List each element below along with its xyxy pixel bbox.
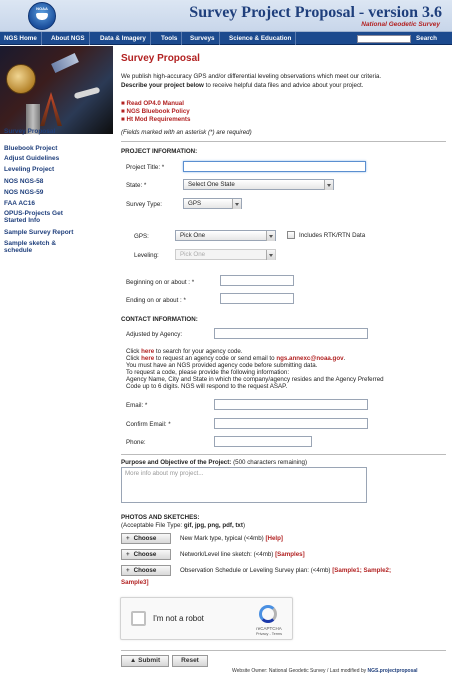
project-title-label: Project Title: * <box>126 164 165 171</box>
upload-3-text <box>180 567 391 574</box>
recaptcha-brand: reCAPTCHA <box>256 626 282 631</box>
link-bluebook-policy[interactable]: NGS Bluebook Policy <box>126 108 190 115</box>
rtk-rtn-checkbox[interactable] <box>287 231 295 239</box>
photos-section-heading: PHOTOS AND SKETCHES: <box>121 514 200 521</box>
divider <box>121 141 446 142</box>
agency-request-pre: Click <box>126 355 142 362</box>
sidebar-item-adjust-guidelines[interactable]: Adjust Guidelines <box>4 155 60 162</box>
agency-note: Agency Name, City and State in which the company/agency resides and the Agency Preferred <box>126 376 384 383</box>
recaptcha-widget <box>120 597 293 640</box>
sidebar-item-bluebook-project[interactable]: Bluebook Project <box>4 145 58 152</box>
sidebar-item-opus-projects-line2[interactable]: Started Info <box>4 217 41 224</box>
sidebar-item-sample-survey-report[interactable]: Sample Survey Report <box>4 229 74 236</box>
satellite-icon <box>51 53 79 73</box>
sidebar-item-survey-proposal[interactable]: Survey Proposal <box>4 128 56 135</box>
agency-search-post: to search for your agency code. <box>154 348 243 355</box>
sidebar-item-opus-projects[interactable]: OPUS-Projects Get <box>4 210 63 217</box>
upload-2-text <box>180 551 305 558</box>
submit-label: Submit <box>138 657 161 664</box>
plus-icon: + <box>126 567 130 574</box>
agency-request-end: . <box>343 355 346 362</box>
search-button[interactable]: Search <box>416 35 438 42</box>
end-date-input[interactable] <box>220 293 294 304</box>
agency-request-link[interactable]: here <box>141 355 155 362</box>
footer-owner: Website Owner: National Geodetic Survey <box>232 668 326 674</box>
footer-sep: / <box>325 668 330 674</box>
chevron-down-icon <box>232 199 241 209</box>
recaptcha-label: I'm not a robot <box>153 614 204 623</box>
logo-bird-icon <box>36 13 48 20</box>
resource-item <box>121 116 190 123</box>
noaa-logo[interactable] <box>28 2 56 30</box>
agency-note: Code up to 6 digits. NGS will respond to the request ASAP. <box>126 383 288 390</box>
survey-type-label: Survey Type: <box>126 201 162 208</box>
purpose-textarea[interactable]: More info about my project... <box>121 467 367 503</box>
agency-request-post: to request an agency code or send email to <box>154 355 277 362</box>
upload-sample2-link[interactable]: Sample2; <box>361 567 392 574</box>
upload-2-desc: Network/Level line sketch: (<4mb) <box>180 551 276 558</box>
agency-request-line <box>126 355 345 362</box>
sidebar-item-nos-ngs-59[interactable]: NOS NGS-59 <box>4 189 44 196</box>
choose-file-button-3[interactable] <box>121 565 171 576</box>
agency-search-line <box>126 348 243 355</box>
sidebar-item-sample-sketch[interactable]: Sample sketch & <box>4 240 57 247</box>
chevron-down-icon <box>324 180 333 190</box>
nav-surveys[interactable]: Surveys <box>186 32 220 45</box>
email-input[interactable] <box>214 399 368 410</box>
link-ht-mod-requirements[interactable]: Ht Mod Requirements <box>126 116 191 123</box>
site-subtitle: National Geodetic Survey <box>361 21 440 28</box>
intro-text-bold: Describe your project below <box>121 82 204 89</box>
tripod-icon <box>40 92 62 126</box>
recaptcha-links[interactable]: Privacy - Terms <box>255 632 283 636</box>
state-label: State: * <box>126 182 147 189</box>
file-types-note <box>121 522 245 529</box>
email-label: Email: * <box>126 402 148 409</box>
leveling-label: Leveling: <box>134 252 159 259</box>
sidebar-item-leveling-project[interactable]: Leveling Project <box>4 166 55 173</box>
intro-text: We publish high-accuracy GPS and/or differential leveling observations which meet our criteria. <box>121 73 382 80</box>
upload-sample1-link[interactable]: [Sample1; <box>332 567 362 574</box>
sidebar-item-sample-sketch-line2[interactable]: schedule <box>4 247 33 254</box>
agency-search-link[interactable]: here <box>141 348 155 355</box>
footer-modified-by[interactable]: NGS.projectproposal <box>367 668 418 674</box>
gps-select-value: Pick One <box>180 232 206 239</box>
project-section-heading: PROJECT INFORMATION: <box>121 148 198 155</box>
agency-note: You must have an NGS provided agency code before submitting data. <box>126 362 318 369</box>
footer <box>232 668 418 674</box>
plus-icon: + <box>126 535 130 542</box>
phone-input[interactable] <box>214 436 312 447</box>
survey-type-select[interactable] <box>183 198 242 209</box>
file-types-pre: (Acceptable File Type: <box>121 522 184 529</box>
chevron-down-icon <box>266 250 275 260</box>
nav-ngs-home[interactable]: NGS Home <box>0 32 42 45</box>
divider <box>121 650 446 651</box>
airplane-icon <box>74 87 101 100</box>
submit-button[interactable] <box>121 655 169 667</box>
recaptcha-checkbox[interactable] <box>131 611 146 626</box>
phone-label: Phone: <box>126 439 146 446</box>
purpose-label-bold: Purpose and Objective of the Project: <box>121 459 232 466</box>
intro-text-2 <box>121 82 363 89</box>
choose-file-button-1[interactable] <box>121 533 171 544</box>
agency-email-link[interactable]: ngs.annexc@noaa.gov <box>276 355 344 362</box>
upload-1-text <box>180 535 283 542</box>
upload-1-desc: New Mark type, typical (<4mb) <box>180 535 266 542</box>
upload-samples-link[interactable]: [Samples] <box>275 551 305 558</box>
reset-button[interactable]: Reset <box>172 655 208 667</box>
gps-label: GPS: <box>134 233 149 240</box>
nav-data-imagery[interactable]: Data & Imagery <box>96 32 151 45</box>
nav-about-ngs[interactable]: About NGS <box>47 32 90 45</box>
state-select[interactable] <box>183 179 334 190</box>
banner-image <box>0 46 113 134</box>
choose-label: Choose <box>133 551 157 558</box>
nav-science-education[interactable]: Science & Education <box>225 32 296 45</box>
file-types-post: ) <box>242 522 246 529</box>
purpose-label <box>121 459 307 466</box>
rtk-rtn-label: Includes RTK/RTN Data <box>299 232 366 239</box>
agency-input[interactable] <box>214 328 368 339</box>
submit-arrow-icon: ▲ <box>129 657 139 664</box>
contact-section-heading: CONTACT INFORMATION: <box>121 316 198 323</box>
link-op40-manual[interactable]: Read OP4.0 Manual <box>126 100 184 107</box>
begin-date-label: Beginning on or about : * <box>126 279 195 286</box>
agency-note: To request a code, please provide the following information: <box>126 369 290 376</box>
divider <box>121 454 446 455</box>
begin-date-input[interactable] <box>220 275 294 286</box>
intro-text-rest: to receive helpful data files and advice about your project. <box>203 82 364 89</box>
purpose-label-rest: (500 characters remaining) <box>231 459 308 466</box>
resource-item <box>121 100 184 107</box>
agency-label: Adjusted by Agency: <box>126 331 183 338</box>
recaptcha-logo-icon <box>259 605 277 623</box>
upload-sample3-link[interactable]: Sample3] <box>121 579 149 586</box>
gps-select[interactable] <box>175 230 276 241</box>
sidebar-item-nos-ngs-58[interactable]: NOS NGS-58 <box>4 178 44 185</box>
choose-label: Choose <box>133 567 157 574</box>
project-title-input[interactable] <box>183 161 366 172</box>
sidebar-item-faa-ac16[interactable]: FAA AC16 <box>4 200 35 207</box>
agency-search-pre: Click <box>126 348 142 355</box>
nav-tools[interactable]: Tools <box>157 32 182 45</box>
plus-icon: + <box>126 551 130 558</box>
chevron-down-icon <box>266 231 275 241</box>
resource-item <box>121 108 190 115</box>
confirm-email-input[interactable] <box>214 418 368 429</box>
survey-type-value: GPS <box>188 200 202 207</box>
upload-3-desc: Observation Schedule or Leveling Survey plan: (<4mb) <box>180 567 333 574</box>
site-title: Survey Project Proposal - version 3.6 <box>189 4 442 21</box>
upload-3-text-line2 <box>121 579 149 586</box>
state-select-value: Select One State <box>188 181 235 188</box>
choose-label: Choose <box>133 535 157 542</box>
search-input[interactable] <box>357 35 411 43</box>
main-nav <box>0 32 452 45</box>
site-header <box>0 0 452 32</box>
survey-disk-icon <box>6 64 36 94</box>
leveling-select-value: Pick One <box>180 251 206 258</box>
bullet-icon: ■ <box>121 100 125 107</box>
bullet-icon: ■ <box>121 116 125 123</box>
end-date-label: Ending on or about : * <box>126 297 186 304</box>
bullet-icon: ■ <box>121 108 125 115</box>
upload-help-link[interactable]: [Help] <box>265 535 283 542</box>
leveling-select[interactable] <box>175 249 276 260</box>
confirm-email-label: Confirm Email: * <box>126 421 171 428</box>
footer-modified: Last modified by <box>329 668 368 674</box>
required-note: (Fields marked with an asterisk (*) are required) <box>121 129 252 136</box>
logo-text: NOAA <box>36 6 48 11</box>
file-types-list: gif, jpg, png, pdf, txt <box>183 522 243 529</box>
page-title: Survey Proposal <box>121 53 200 64</box>
choose-file-button-2[interactable] <box>121 549 171 560</box>
